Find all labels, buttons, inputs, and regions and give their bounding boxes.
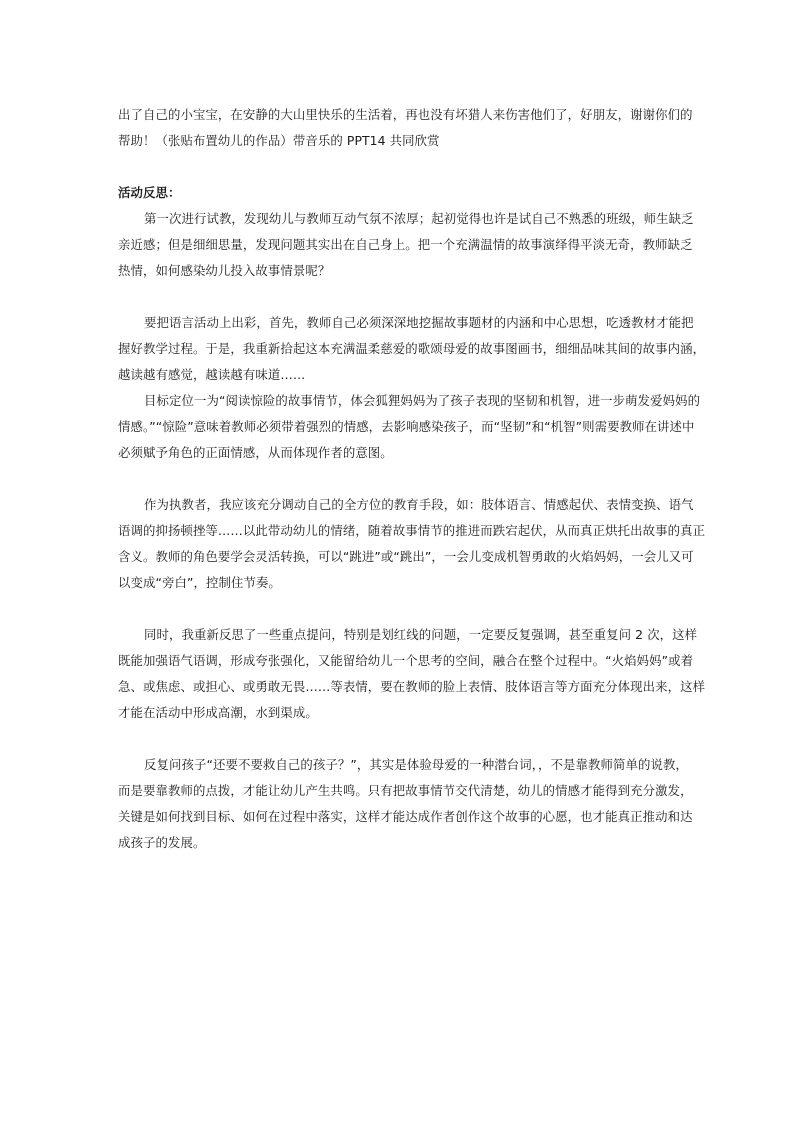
text-line: 含义。教师的角色要学会灵活转换，可以“跳进”或“跳出”，一会儿变成机智勇敢的火焰妈妈，一会儿又可 <box>118 549 694 564</box>
text-line: 成孩子的发展。 <box>118 835 206 850</box>
text-line: 帮助！（张贴布置幼儿的作品）带音乐的 PPT14 共同欣赏 <box>118 133 440 148</box>
paragraph-1 <box>118 206 694 284</box>
spacer <box>118 154 678 180</box>
spacer <box>118 726 678 752</box>
spacer <box>118 466 678 492</box>
paragraph-4 <box>118 492 706 596</box>
paragraph-3 <box>118 388 701 466</box>
text-line: 而是要靠教师的点拨，才能让幼儿产生共鸣。只有把故事情节交代清楚，幼儿的情感才能得到充分激发， <box>118 783 693 798</box>
text-line: 情感。”“惊险”意味着教师必须带着强烈的情感，去影响感染孩子，而“坚韧”和“机智”则需要教师在讲述中 <box>118 419 695 434</box>
text-line: 既能加强语气语调，形成夸张强化，又能留给幼儿一个思考的空间，融合在整个过程中。“火焰妈妈”或着 <box>118 653 694 668</box>
text-line: 作为执教者，我应该充分调动自己的全方位的教育手段，如：肢体语言、情感起伏、表情变换、语气 <box>144 497 694 512</box>
section-heading: 活动反思： <box>118 185 181 200</box>
document-body <box>118 102 706 856</box>
text-line: 关键是如何找到目标、如何在过程中落实，这样才能达成作者创作这个故事的心愿，也才能真正推动和达 <box>118 809 693 824</box>
text-line: 要把语言活动上出彩，首先，教师自己必须深深地挖掘故事题材的内涵和中心思想，吃透教材才能把 <box>144 315 694 330</box>
spacer <box>118 596 678 622</box>
text-line: 同时，我重新反思了一些重点提问，特别是划红线的问题，一定要反复强调，甚至重复问 2 次，这样 <box>144 627 698 642</box>
text-line: 热情，如何感染幼儿投入故事情景呢？ <box>118 263 331 278</box>
paragraph-2 <box>118 310 706 388</box>
text-line: 出了自己的小宝宝，在安静的大山里快乐的生活着，再也没有坏猎人来伤害他们了，好朋友，谢谢你们的 <box>118 107 693 122</box>
text-line: 以变成“旁白”，控制住节奏。 <box>118 575 281 590</box>
text-line: 握好教学过程。于是，我重新拾起这本充满温柔慈爱的歌颂母爱的故事图画书，细细品味其间的故事内涵， <box>118 341 706 356</box>
text-line: 语调的抑扬顿挫等……以此带动幼儿的情绪，随着故事情节的推进而跌宕起伏，从而真正烘托出故事的真正 <box>118 523 706 538</box>
text-line: 反复问孩子“还要不要救自己的孩子？”，其实是体验母爱的一种潜台词，，不是靠教师简单的说教， <box>144 757 688 772</box>
intro-paragraph <box>118 102 693 154</box>
spacer <box>118 284 678 310</box>
text-line: 第一次进行试教，发现幼儿与教师互动气氛不浓厚；起初觉得也许是试自己不熟悉的班级，师生缺乏 <box>144 211 694 226</box>
paragraph-6 <box>118 752 693 856</box>
paragraph-5 <box>118 622 706 726</box>
text-line: 急、或焦虑、或担心、或勇敢无畏……等表情，要在教师的脸上表情、肢体语言等方面充分体现出来，这样 <box>118 679 706 694</box>
text-line: 越读越有感觉，越读越有味道…… <box>118 367 306 382</box>
text-line: 亲近感；但是细细思量，发现问题其实出在自己身上。把一个充满温情的故事演绎得平淡无奇，教师缺乏 <box>118 237 693 252</box>
text-line: 才能在活动中形成高潮，水到渠成。 <box>118 705 318 720</box>
text-line: 必须赋予角色的正面情感，从而体现作者的意图。 <box>118 445 393 460</box>
text-line: 目标定位一为“阅读惊险的故事情节，体会狐狸妈妈为了孩子表现的坚韧和机智，进一步萌发爱妈妈的 <box>144 393 701 408</box>
